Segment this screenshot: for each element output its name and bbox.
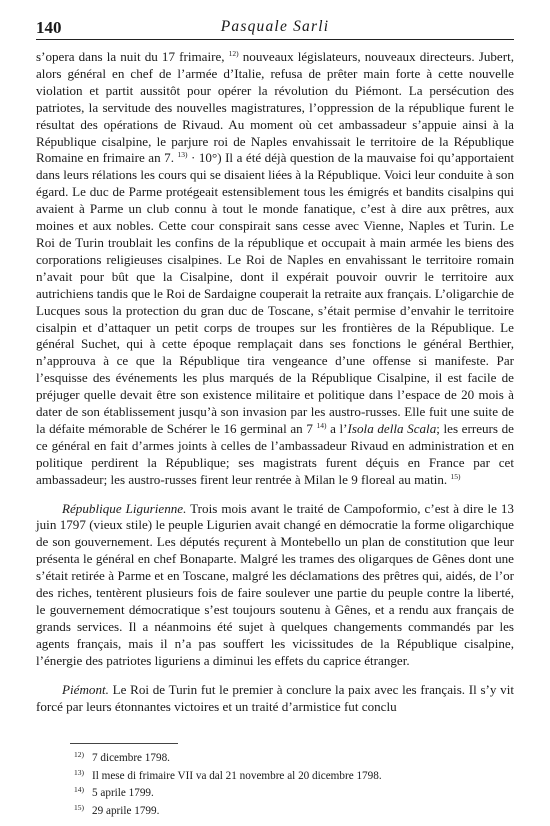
footnote-number: 14) bbox=[74, 785, 84, 795]
page-header bbox=[36, 14, 514, 38]
text-run: s’opera dans la nuit du 17 frimaire, bbox=[36, 49, 229, 64]
text-run: · 10°) Il a été déjà question de la mauvaise foi qu’apportaient dans leurs rélations les cours qui se disaient liées à la République. Voici leur conduite à son égard. Le duc de Parme protégeait estensiblement tous les émigrés et bandits cisalpins qui avaient à Parme un club connu à tout le monde fanatique, c’est à dire aux prêtres, aux moines et aux nobles. Cette cour conspirait sans cesse avec Vienne, Naples et Turin. Le Roi de Turin troublait les confins de la république et occupait à main armée les biens des corporations religieuses cisalpines. Le Roi de Naples en envahissant le territoire romain n’avait pour bût que la Cisalpine, dont il expérait pouvoir ouvrir le territoire aux autrichiens tandis que le Roi de Sardaigne couperait la retraite aux français. L’oligarchie de Lucques sous la protection du gran duc de Toscane, s’était permise d’envahir le territoire cisalpin et d’attaquer un petit corps de troupes sur les frontières de la République. Le général Suchet, qui à cette époque remplaçait dans ses fonctions le général Berthier, n’approuva à ce que la République tira vengeance d’une offense si manifeste. Par l’esquisse des événements les plus marqués de la République Cisalpine, il est facile de préjuger quelle devait être son existence militaire et politique dans l’espace de 20 mois à dater de son établissement jusqu’à son invasion par les austro-russes. Elle fuit une suite de la défaite mémorable de Schérer le 16 germinal an 7 bbox=[36, 150, 514, 436]
footnote-number: 15) bbox=[74, 802, 84, 812]
paragraph bbox=[36, 49, 514, 489]
footnote-text: 5 aprile 1799. bbox=[92, 787, 154, 800]
footnote-number: 12) bbox=[74, 750, 84, 759]
italic-text: République Ligurienne. bbox=[62, 500, 187, 516]
footnotes bbox=[74, 748, 494, 818]
body-text bbox=[36, 49, 514, 715]
footnote bbox=[74, 783, 494, 801]
footnote-ref: 12) bbox=[228, 49, 239, 58]
header-rule bbox=[36, 39, 514, 40]
text-run: ; les erreurs de ce général en fait d’armes joints à celles de l’ambassadeur Rivaud en administration et en politique perdirent la République; ses magistrats furent déçuis en France par cet ambassadeur; les austro-russes firent leur rentrée à Milan le 9 floreal au matin. bbox=[36, 420, 514, 487]
footnote-ref: 14) bbox=[316, 420, 327, 430]
running-head: Pasquale Sarli bbox=[220, 18, 330, 35]
text-run: Trois mois avant le traité de Campoformio, c’est à dire le 13 juin 1797 (vieux stile) le peuple Ligurien avait changé en démocratie la forme oligarchique de son gouvernement. Les députés reçurent à Montebello un plan de constitution que leur présenta le général en chef Bonaparte. Malgré les trames des oligarques de Gênes dont une s’était retirée à Parme et en Toscane, malgré les déclamations des prêtres qui, aidés, de l’or des riches, tentèrent plusieurs fois de faire soulever une partie du peuple contre la liberté, le gouvernement démocratique s’est toujours soutenu à Gênes, et a rendu aux français de grands services. Il a néanmoins été sujet à quelques changements commandés par les agents français, mais il n’a pas souffert les vicissitudes de la République cisalpine, l’énergie des patriotes liguriens a diminui les effets du caprice étranger. bbox=[36, 500, 514, 668]
text-run: a l’ bbox=[326, 420, 348, 436]
paragraph bbox=[36, 501, 514, 670]
footnote-text: 7 dicembre 1798. bbox=[92, 752, 170, 764]
footnote-rule bbox=[70, 743, 178, 744]
text-run: nouveaux législateurs, nouveaux directeurs. Jubert, alors général en chef de l’armée d’Italie, refusa de prêter main forte à cette nouvelle violation et partit aussitôt pour opérer la révolution du Piémont. La persécution des patriotes, la servitude des nouvelles magistratures, l’oppression de la république furent le résultat des opérations de Rivaud. Au moment où cet ambassadeur s’appuie ainsi à la République cisalpine, le parjure roi de Naples envahissait le territoire de la République Romaine en frimaire an 7. bbox=[36, 49, 514, 166]
italic-text: Isola della Scala bbox=[347, 420, 437, 436]
italic-text: Piémont. bbox=[62, 681, 109, 697]
paragraph bbox=[36, 682, 514, 716]
footnote bbox=[74, 766, 494, 784]
footnote-text: 29 aprile 1799. bbox=[92, 804, 160, 817]
text-run: Le Roi de Turin fut le premier à conclure la paix avec les français. Il s’y vit forcé par leurs étonnantes victoires et un traité d’armistice fut conclu bbox=[36, 681, 514, 714]
page-number: 140 bbox=[36, 18, 62, 37]
footnote-ref: 13) bbox=[177, 150, 188, 160]
footnote-number: 13) bbox=[74, 767, 84, 777]
footnote bbox=[74, 801, 494, 819]
footnote-ref: 15) bbox=[450, 471, 461, 481]
footnote bbox=[74, 748, 494, 766]
footnote-text: Il mese di frimaire VII va dal 21 novembre al 20 dicembre 1798. bbox=[92, 769, 382, 782]
